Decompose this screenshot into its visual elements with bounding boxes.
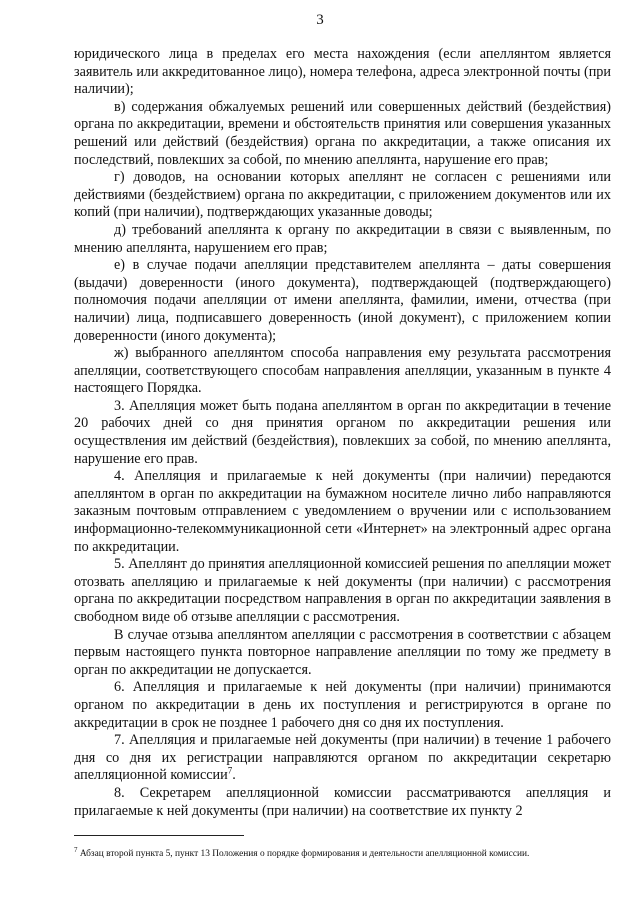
- page-number: 3: [316, 12, 324, 28]
- paragraph-item-v: в) содержания обжалуемых решений или совершенных действий (бездействия) органа по аккредитации, времени и обстоятельств принятия или совершения указанных решений или действий (бездействия) органа по аккредитации, а также описания их последствий, повлекших за собой, по мнению апеллянта, нарушение его прав;: [74, 98, 611, 168]
- paragraph-clause-3: 3. Апелляция может быть подана апеллянтом в орган по аккредитации в течение 20 рабочих дней со дня принятия органом по аккредитации решения или осуществления им действий (бездействия), повлекших за собой, по мнению апеллянта, нарушение его прав.: [74, 397, 611, 467]
- paragraph-clause-7-text: 7. Апелляция и прилагаемые ней документы (при наличии) в течение 1 рабочего дня со дня их регистрации направляются органом по аккредитации секретарю апелляционной комиссии: [74, 732, 611, 784]
- footnote-divider: [74, 835, 244, 836]
- paragraph-clause-5-second: В случае отзыва апеллянтом апелляции с рассмотрения в соответствии с абзацем первым настоящего пункта повторное направление апелляции по тому же предмету в орган по аккредитации не допускается.: [74, 626, 611, 678]
- paragraph-clause-8: 8. Секретарем апелляционной комиссии рассматриваются апелляция и прилагаемые к ней документы (при наличии) на соответствие их пункту 2: [74, 784, 611, 819]
- footnote-reference: 7: [227, 765, 233, 776]
- paragraph-clause-4: 4. Апелляция и прилагаемые к ней документы (при наличии) передаются апеллянтом в орган по аккредитации на бумажном носителе лично либо направляются заказным почтовым отправлением с уведомлением о вручении или с использованием информационно-телекоммуникационной сети «Интернет» на электронный адрес органа по аккредитации.: [74, 468, 611, 555]
- paragraph-item-g: г) доводов, на основании которых апеллянт не согласен с решениями или действиями (бездействием) органа по аккредитации, с приложением документов или их копий (при наличии), подтверждающих указанные доводы;: [74, 169, 611, 221]
- paragraph-item-e: е) в случае подачи апелляции представителем апеллянта – даты совершения (выдачи) доверенности (иного документа), подтверждающей (подтверждающего) полномочия подачи апелляции от имени апеллянта, фамилии, имени, отчества (при наличии) лица, подписавшего доверенность (иной документ), с приложением копии доверенности (иного документа);: [74, 257, 611, 344]
- paragraph-item-d: д) требований апеллянта к органу по аккредитации в связи с выявленным, по мнению апеллянта, нарушением его прав;: [74, 221, 611, 256]
- paragraph-item-zh: ж) выбранного апеллянтом способа направления ему результата рассмотрения апелляции, соответствующего способам направления апелляции, указанным в пункте 4 настоящего Порядка.: [74, 345, 611, 397]
- paragraph-clause-5: 5. Апеллянт до принятия апелляционной комиссией решения по апелляции может отозвать апелляцию и прилагаемые к ней документы (при наличии) с рассмотрения органа по аккредитации посредством направления в орган по аккредитации заявления в свободном виде об отзыве апелляции с рассмотрения.: [74, 556, 611, 625]
- paragraph-clause-6: 6. Апелляция и прилагаемые к ней документы (при наличии) принимаются органом по аккредитации в день их поступления и регистрируются в органе по аккредитации в срок не позднее 1 рабочего дня со дня их поступления.: [74, 679, 611, 731]
- document-body: [74, 46, 611, 820]
- footnote: [74, 845, 614, 860]
- paragraph-clause-7: 7. Апелляция и прилагаемые ней документы (при наличии) в течение 1 рабочего дня со дня их регистрации направляются органом по аккредитации секретарю апелляционной комиссии$^7$.: [74, 732, 611, 784]
- paragraph-continuation: юридического лица в пределах его места нахождения (если апеллянтом является заявитель или аккредитованное лицо), номера телефона, адреса электронной почты (при наличии);: [74, 46, 611, 98]
- footnote-marker: 7: [74, 845, 78, 854]
- footnote-text: Абзац второй пункта 5, пункт 13 Положения о порядке формирования и деятельности апелляционной комиссии.: [79, 849, 530, 859]
